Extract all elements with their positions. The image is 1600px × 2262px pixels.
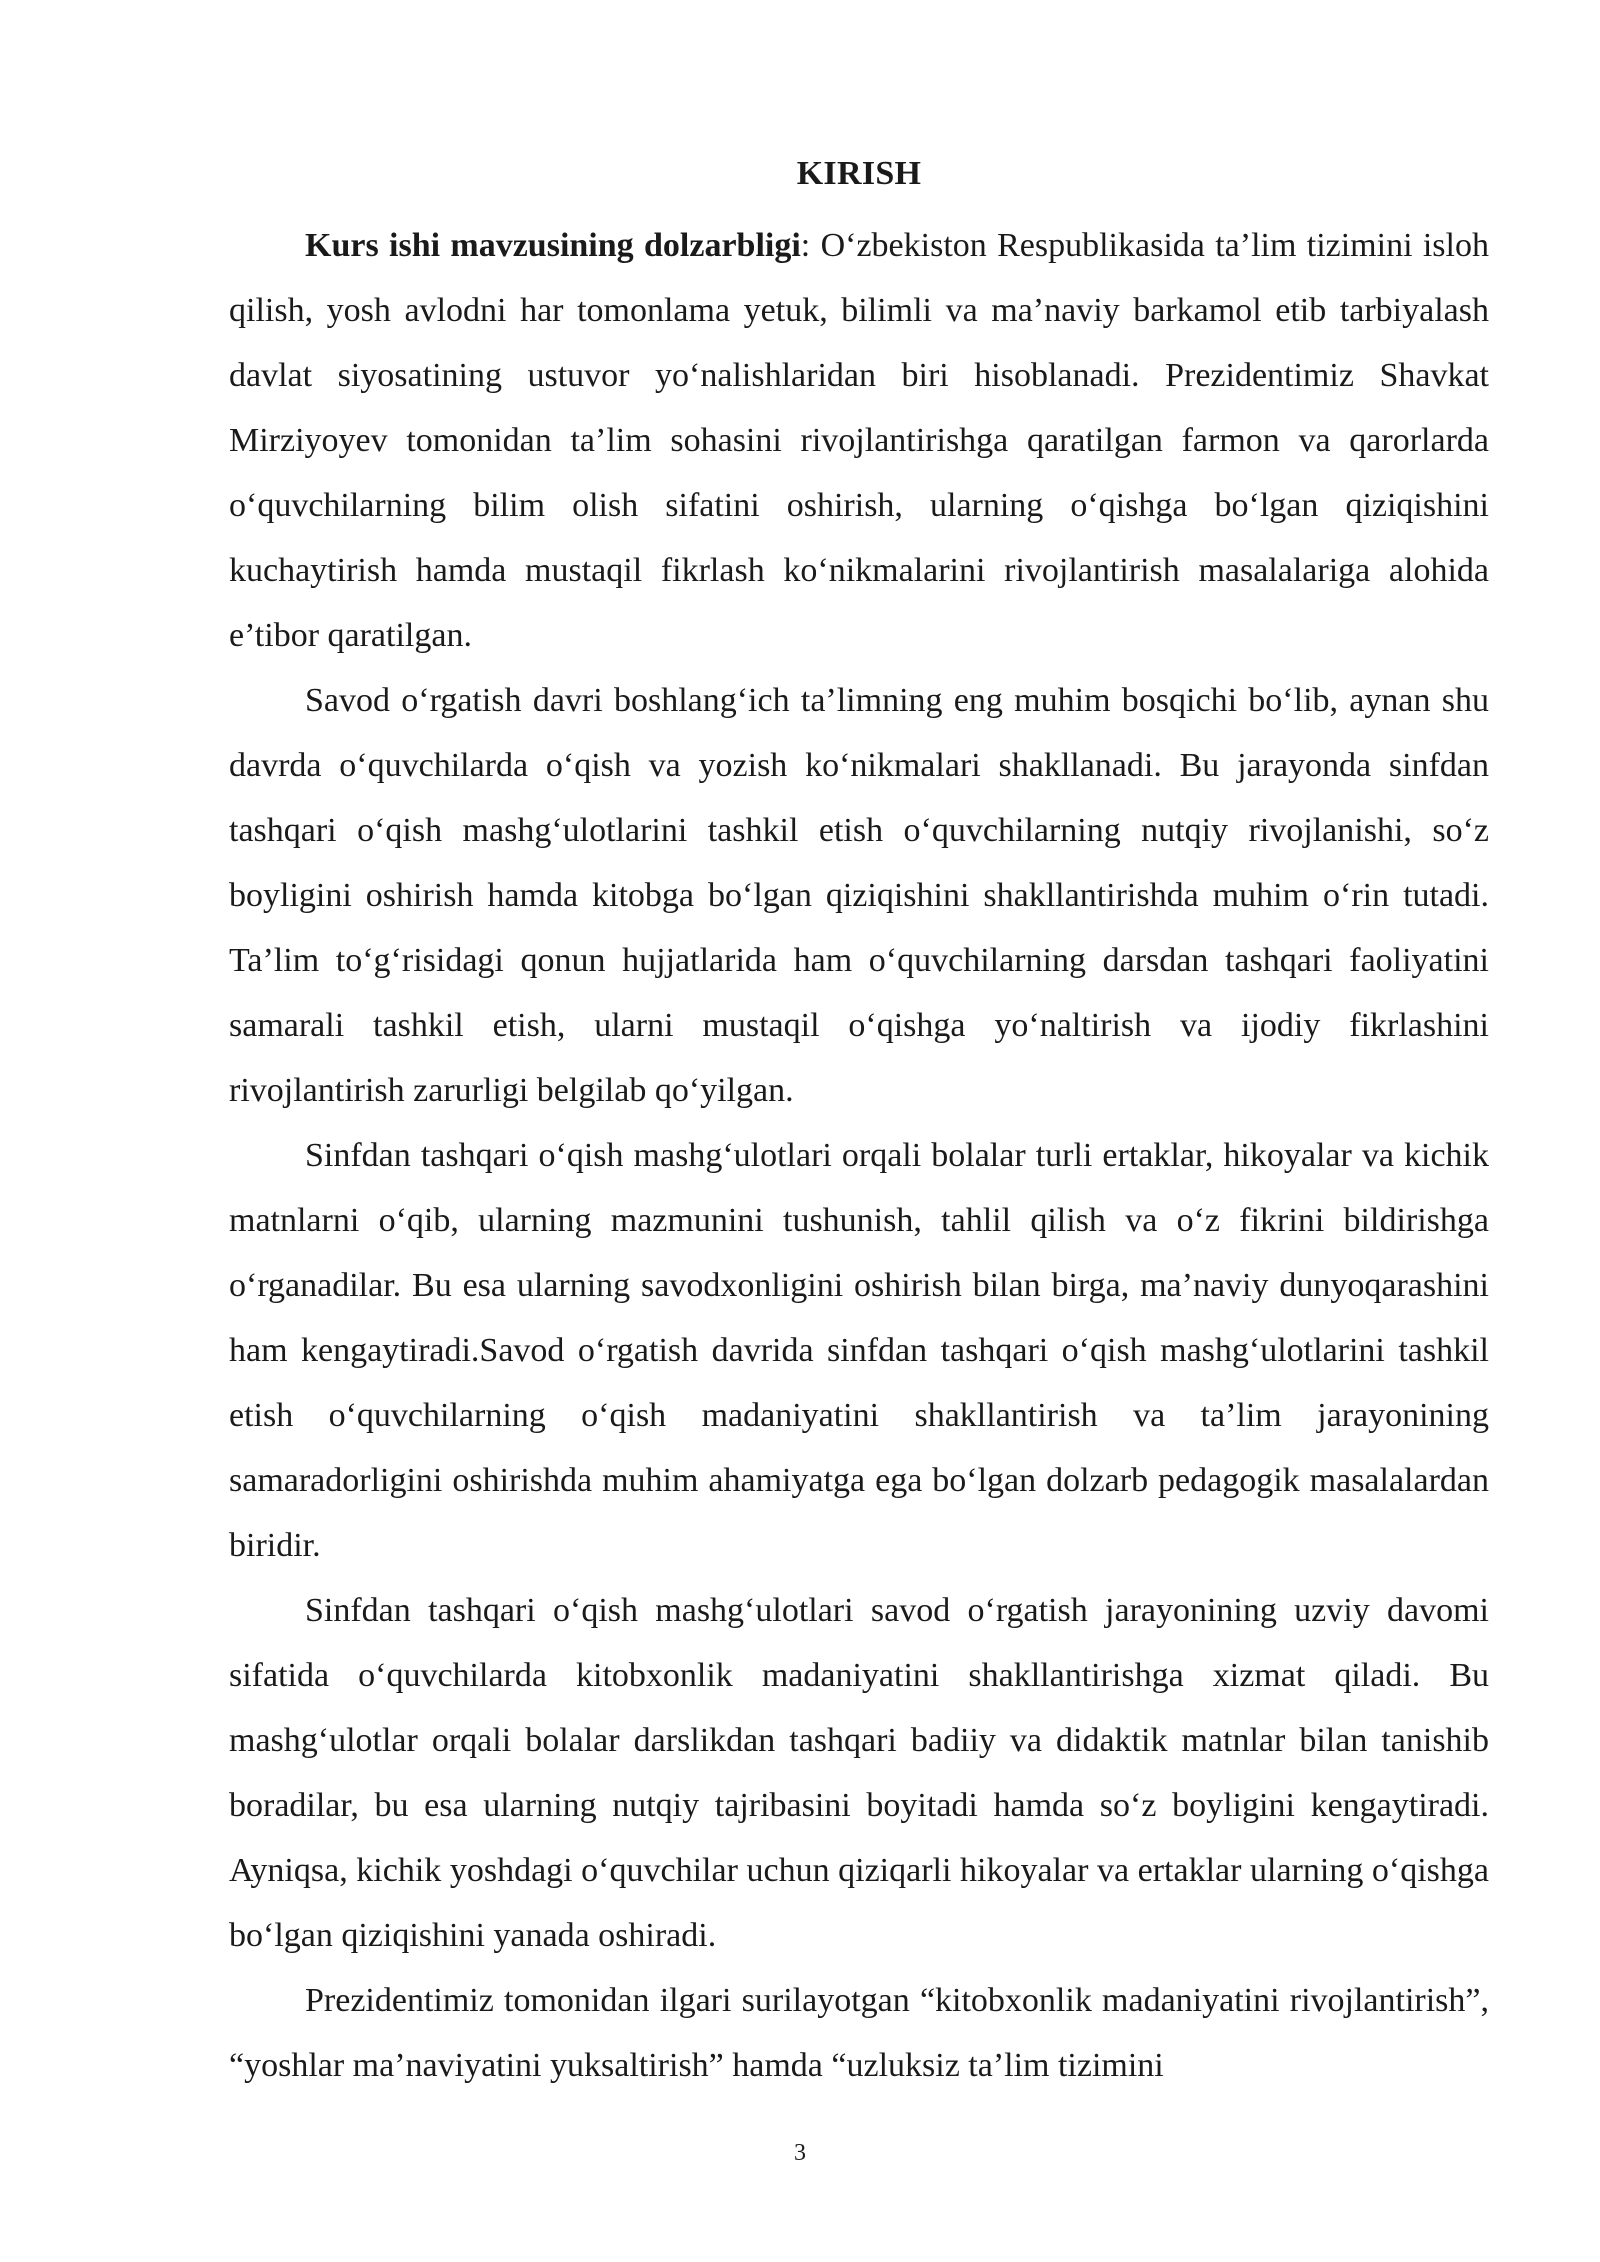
body-paragraph: Sinfdan tashqari o‘qish mashg‘ulotlari orqali bolalar turli ertaklar, hikoyalar va kichik matnlarni o‘qib, ularning mazmunini tushunish, tahlil qilish va o‘z fikrini bildirishga o‘rganadilar. Bu esa ularning savodxonligini oshirish bilan birga, ma’naviy dunyoqarashini ham kengaytiradi.Savod o‘rgatish davrida sinfdan tashqari o‘qish mashg‘ulotlarini tashkil etish o‘quvchilarning o‘qish madaniyatini shakllantirish va ta’lim jarayonining samaradorligini oshirishda muhim ahamiyatga ega bo‘lgan dolzarb pedagogik masalalardan biridir. xyxy=(229,1137,1489,1564)
intro-text: : O‘zbekiston Respublikasida ta’lim tizimini isloh qilish, yosh avlodni har tomonlama yetuk, bilimli va ma’naviy barkamol etib tarbiyalash davlat siyosatining ustuvor yo‘nalishlaridan biri hisoblanadi. Prezidentimiz Shavkat Mirziyoyev tomonidan ta’lim sohasini rivojlantirishga qaratilgan farmon va qarorlarda o‘quvchilarning bilim olish sifatini oshirish, ularning o‘qishga bo‘lgan qiziqishini kuchaytirish hamda mustaqil fikrlash ko‘nikmalarini rivojlantirish masalalariga alohida e’tibor qaratilgan. xyxy=(229,227,1489,654)
body-paragraph: Prezidentimiz tomonidan ilgari surilayotgan “kitobxonlik madaniyatini rivojlantirish”, “yoshlar ma’naviyatini yuksaltirish” hamda “uzluksiz ta’lim tizimini xyxy=(229,1982,1489,2084)
page-content xyxy=(229,148,1489,2098)
body-paragraph: Savod o‘rgatish davri boshlang‘ich ta’limning eng muhim bosqichi bo‘lib, aynan shu davrda o‘quvchilarda o‘qish va yozish ko‘nikmalari shakllanadi. Bu jarayonda sinfdan tashqari o‘qish mashg‘ulotlarini tashkil etish o‘quvchilarning nutqiy rivojlanishi, so‘z boyligini oshirish hamda kitobga bo‘lgan qiziqishini shakllantirishda muhim o‘rin tutadi. Ta’lim to‘g‘risidagi qonun hujjatlarida ham o‘quvchilarning darsdan tashqari faoliyatini samarali tashkil etish, ularni mustaqil o‘qishga yo‘naltirish va ijodiy fikrlashini rivojlantirish zarurligi belgilab qo‘yilgan. xyxy=(229,682,1489,1109)
body-paragraph: Sinfdan tashqari o‘qish mashg‘ulotlari savod o‘rgatish jarayonining uzviy davomi sifatida o‘quvchilarda kitobxonlik madaniyatini shakllantirishga xizmat qiladi. Bu mashg‘ulotlar orqali bolalar darslikdan tashqari badiiy va didaktik matnlar bilan tanishib boradilar, bu esa ularning nutqiy tajribasini boyitadi hamda so‘z boyligini kengaytiradi. Ayniqsa, kichik yoshdagi o‘quvchilar uchun qiziqarli hikoyalar va ertaklar ularning o‘qishga bo‘lgan qiziqishini yanada oshiradi. xyxy=(229,1592,1489,1954)
page-number: 3 xyxy=(794,2140,806,2166)
relevance-label: Kurs ishi mavzusining dolzarbligi xyxy=(305,227,801,264)
section-heading: KIRISH xyxy=(796,155,922,192)
intro-paragraph xyxy=(229,213,1489,668)
